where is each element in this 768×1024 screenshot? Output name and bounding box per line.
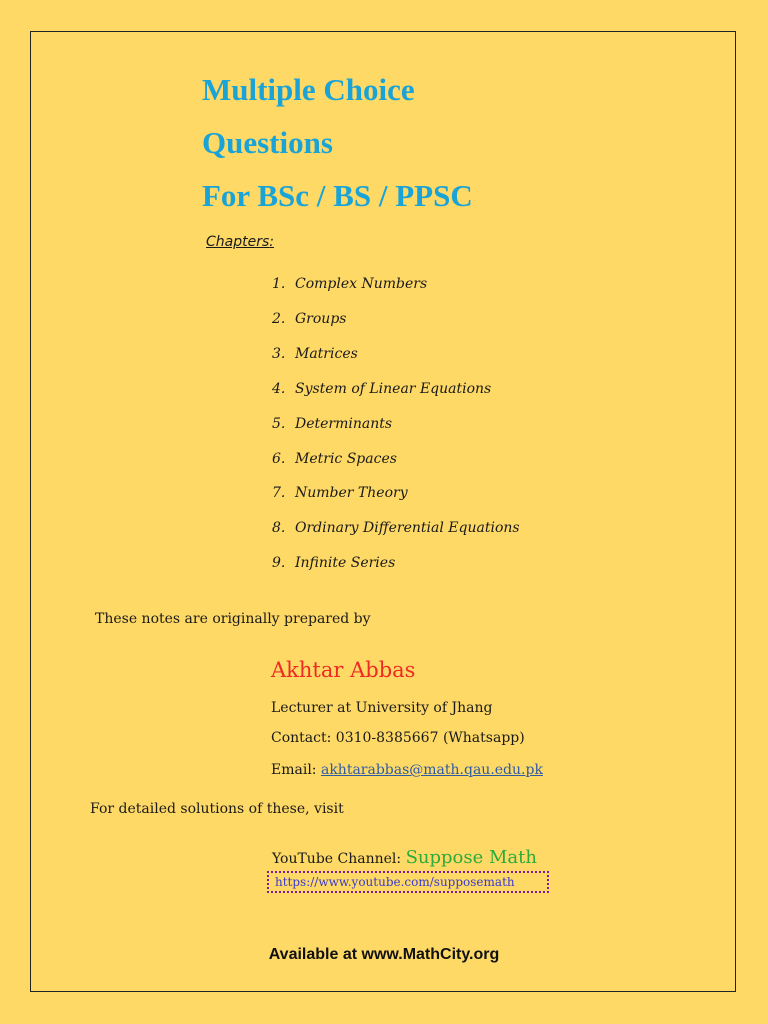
chapter-item: 4. System of Linear Equations — [272, 381, 492, 397]
title-line-1: Multiple Choice — [202, 72, 415, 107]
chapter-item: 1. Complex Numbers — [272, 276, 428, 292]
chapter-item: 9. Infinite Series — [272, 555, 396, 571]
prepared-by-text: These notes are originally prepared by — [95, 611, 371, 627]
contact-label: Contact: — [271, 730, 332, 746]
chapter-item: 2. Groups — [272, 311, 347, 327]
chapter-item: 3. Matrices — [272, 346, 358, 362]
contact-value: 0310-8385667 (Whatsapp) — [335, 730, 525, 746]
solutions-text: For detailed solutions of these, visit — [90, 801, 344, 817]
chapter-item: 7. Number Theory — [272, 485, 408, 501]
chapter-item: 6. Metric Spaces — [272, 451, 397, 467]
contact-line — [271, 730, 525, 746]
author-name: Akhtar Abbas — [271, 658, 416, 682]
chapters-heading-text: Chapters — [206, 234, 270, 250]
email-line — [271, 762, 543, 778]
chapter-item: 5. Determinants — [272, 416, 393, 432]
author-position: Lecturer at University of Jhang — [271, 700, 493, 716]
email-label: Email: — [271, 762, 317, 778]
chapter-item: 8. Ordinary Differential Equations — [272, 520, 520, 536]
youtube-channel-name: Suppose Math — [405, 847, 537, 868]
footer-availability: Available at www.MathCity.org — [268, 946, 500, 963]
youtube-label: YouTube Channel: — [272, 851, 402, 867]
youtube-line — [272, 847, 537, 868]
title-line-3: For BSc / BS / PPSC — [202, 178, 473, 213]
chapters-heading: Chapters: — [206, 234, 274, 250]
email-link[interactable]: akhtarabbas@math.qau.edu.pk — [320, 762, 543, 778]
title-line-2: Questions — [202, 125, 333, 160]
youtube-url-link[interactable]: https://www.youtube.com/supposemath — [267, 871, 549, 893]
